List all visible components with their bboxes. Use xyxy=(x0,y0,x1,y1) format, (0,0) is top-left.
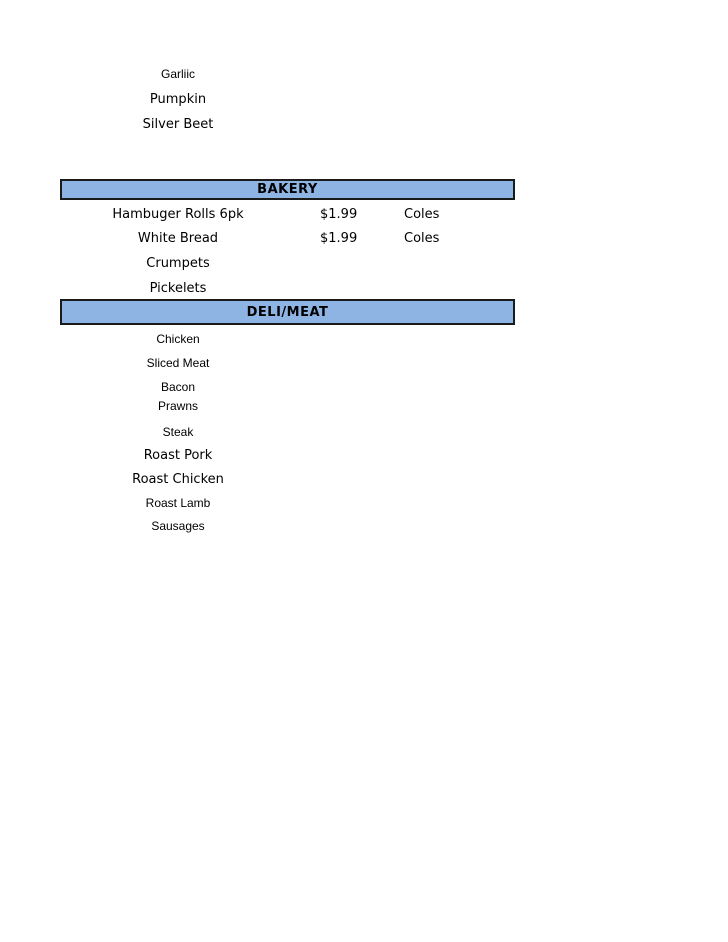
deli-section-header xyxy=(60,299,515,325)
produce-item-silver-beet: Silver Beet xyxy=(142,117,214,132)
bakery-section-header xyxy=(60,179,515,200)
produce-item-garlic: Garliic xyxy=(160,67,196,81)
bakery-item-name: Pickelets xyxy=(149,281,207,296)
deli-item: Prawns xyxy=(157,399,199,413)
bakery-item-store: Coles xyxy=(404,207,440,222)
deli-item: Sausages xyxy=(151,519,205,533)
bakery-item-name: Hambuger Rolls 6pk xyxy=(112,207,244,222)
bakery-header-text: BAKERY xyxy=(257,182,318,197)
bakery-item-price: $1.99 xyxy=(320,207,358,222)
bakery-item-name: Crumpets xyxy=(146,256,210,271)
deli-item: Roast Lamb xyxy=(145,496,211,510)
deli-item: Bacon xyxy=(160,380,196,394)
deli-item: Roast Chicken xyxy=(132,472,224,487)
deli-header-label: DELI/MEAT xyxy=(246,305,329,320)
deli-item: Steak xyxy=(162,425,194,439)
deli-item: Chicken xyxy=(156,332,200,346)
deli-item: Sliced Meat xyxy=(146,356,210,370)
bakery-item-name: White Bread xyxy=(137,231,219,246)
bakery-item-price: $1.99 xyxy=(320,231,358,246)
bakery-item-store: Coles xyxy=(404,231,440,246)
produce-item-pumpkin: Pumpkin xyxy=(149,92,207,107)
bakery-header-label xyxy=(62,182,513,197)
deli-item: Roast Pork xyxy=(143,448,213,463)
